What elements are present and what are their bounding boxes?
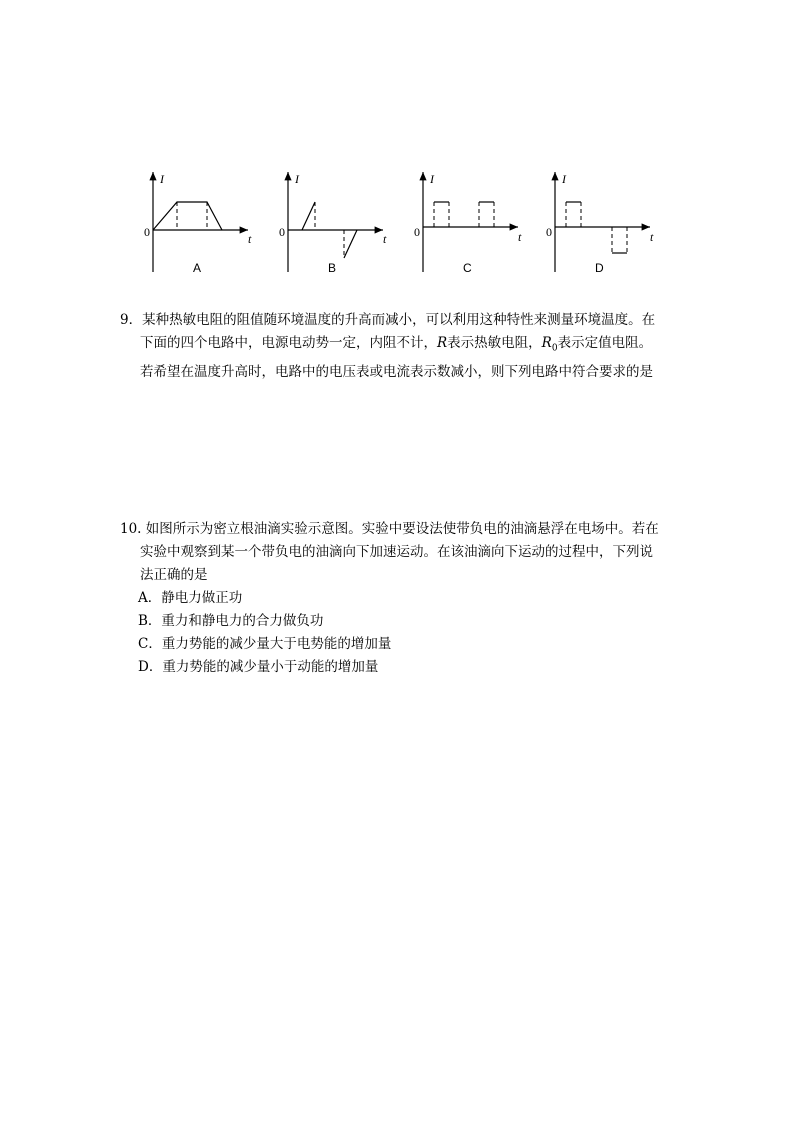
graph-b-y-label: I [295,172,299,186]
question-9-line-2c: 表示定值电阻。 [557,335,653,351]
option-b: B．重力和静电力的合力做负功 [138,613,324,629]
option-d: D．重力势能的减少量小于动能的增加量 [138,659,379,675]
graph-d [546,172,654,275]
question-9-number: 9． [120,312,143,328]
resistor-r0-symbol: R [541,335,552,351]
graph-c-y-label: I [430,172,434,186]
question-10-number: 10. [120,521,142,537]
question-10-line-3: 法正确的是 [140,567,208,583]
graph-b-x-label: t [383,232,387,246]
question-9-line-1: 某种热敏电阻的阻值随环境温度的升高而减小，可以利用这种特性来测量环境温度。在 [142,312,656,328]
graph-b-label: B [328,261,337,275]
graph-b [279,172,387,275]
question-10-line-2: 实验中观察到某一个带负电的油滴向下加速运动。在该油滴向下运动的过程中，下列说 [140,544,653,560]
graph-b-origin: 0 [279,225,285,239]
graph-a-origin: 0 [144,225,150,239]
question-9 [120,309,655,384]
graph-a [144,172,252,275]
graph-c-origin: 0 [414,225,420,239]
graph-c-label: C [463,261,472,275]
question-9-line-3: 若希望在温度升高时，电路中的电压表或电流表示数减小，则下列电路中符合要求的是 [140,363,653,380]
question-10-line-1: 如图所示为密立根油滴实验示意图。实验中要设法使带负电的油滴悬浮在电场中。若在 [145,521,659,537]
question-10 [120,518,659,679]
graph-a-x-label: t [248,232,252,246]
question-9-line-2b: 表示热敏电阻， [447,335,542,351]
option-a: A．静电力做正功 [138,590,243,606]
current-time-graphs [0,0,794,290]
graph-c-x-label: t [518,230,522,244]
resistor-r0-subscript: 0 [551,343,558,354]
option-c: C．重力势能的减少量大于电势能的增加量 [138,636,392,652]
question-9-line-2a: 下面的四个电路中，电源电动势一定，内阻不计， [140,335,437,351]
graph-d-x-label: t [650,230,654,244]
graph-d-origin: 0 [546,225,552,239]
graph-a-y-label: I [160,172,164,186]
graph-c [414,172,522,275]
graph-a-label: A [193,261,202,275]
graph-d-label: D [595,261,604,275]
resistor-r-symbol: R [437,335,448,351]
graph-d-y-label: I [562,172,566,186]
